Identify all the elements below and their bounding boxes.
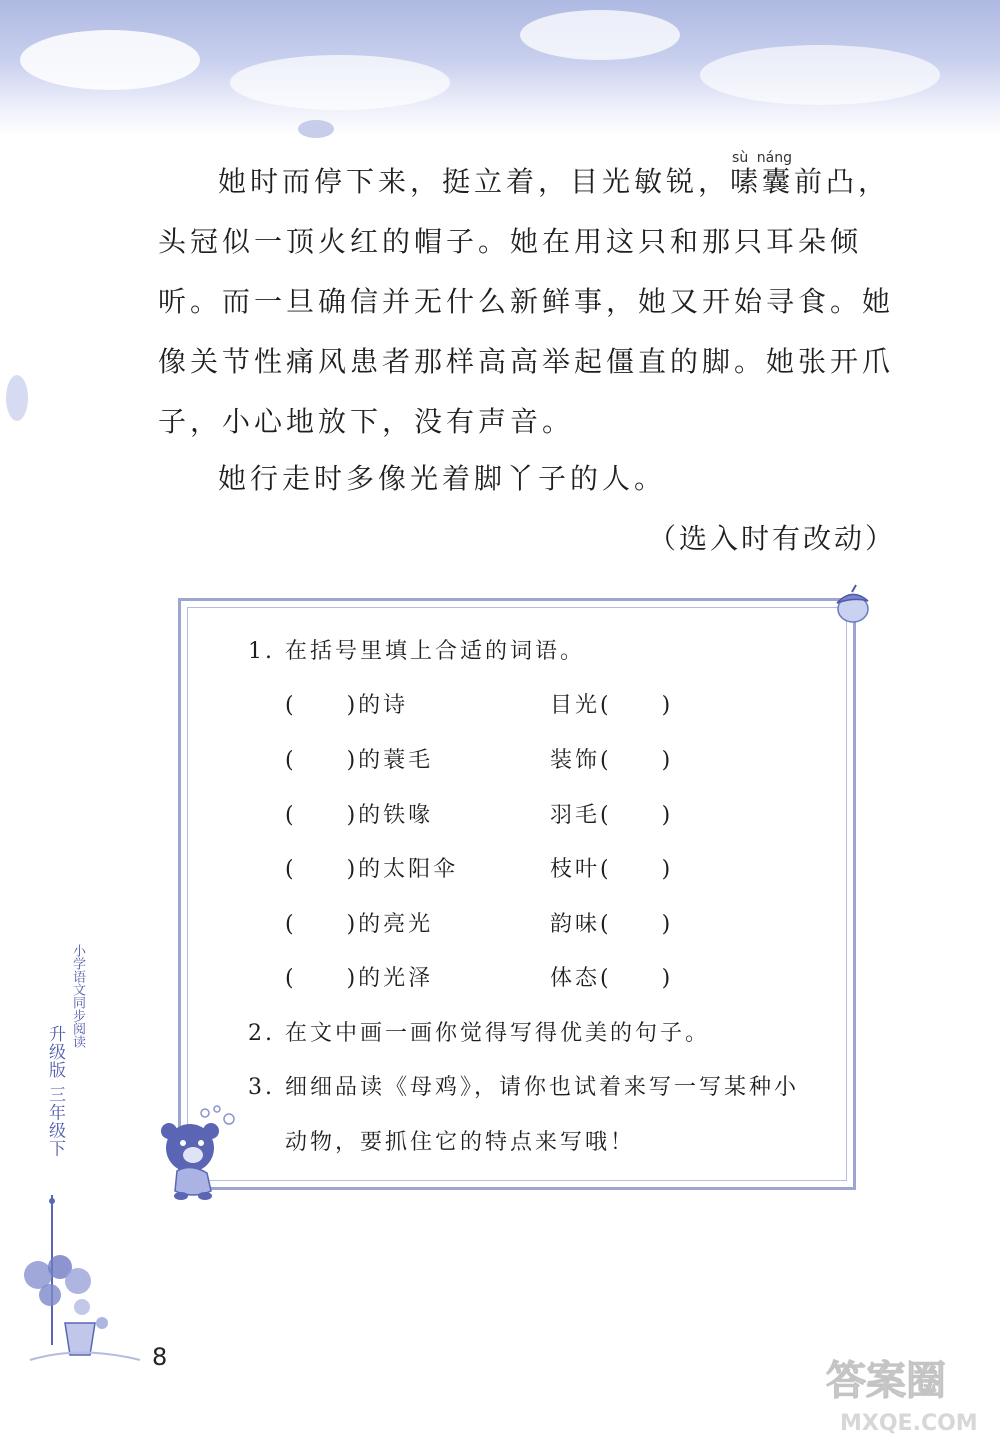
passage-paragraph-1 — [158, 151, 894, 452]
question-1: 1. 在括号里填上合适的词语。 — [248, 639, 585, 664]
fill-blank-right[interactable]: 目光( ) — [550, 693, 674, 718]
source-note: （选入时有改动） — [647, 522, 896, 555]
bear-mascot-icon — [155, 1103, 245, 1203]
ruby-base: 嗉囊 — [730, 165, 795, 198]
edition-label: 升级版 三年级下 — [45, 1025, 65, 1158]
fill-blank-left[interactable]: ( )的光泽 — [285, 966, 434, 991]
passage-text: 她时而停下来，挺立着，目光敏锐， — [218, 165, 731, 198]
fill-blank-left[interactable]: ( )的诗 — [285, 693, 409, 718]
series-title: 小学语文同步阅读 — [70, 944, 85, 1048]
passage-paragraph-2: 她行走时多像光着脚丫子的人。 — [218, 462, 667, 495]
side-decoration — [6, 375, 28, 421]
fill-blank-left[interactable]: ( )的蓑毛 — [285, 748, 434, 773]
fill-blank-left[interactable]: ( )的亮光 — [285, 912, 434, 937]
watermark-logo — [818, 1350, 993, 1436]
cloud-puff — [230, 55, 450, 110]
small-cloud — [298, 120, 334, 138]
fill-blank-right[interactable]: 枝叶( ) — [550, 857, 674, 882]
sky-cloud-banner — [0, 0, 1000, 135]
fill-blank-right[interactable]: 羽毛( ) — [550, 803, 674, 828]
fill-blank-right[interactable]: 体态( ) — [550, 966, 674, 991]
acorn-icon — [832, 583, 872, 627]
question-3: 3. 细细品读《母鸡》，请你也试着来写一写某种小 — [248, 1075, 799, 1100]
fill-blank-right[interactable]: 韵味( ) — [550, 912, 674, 937]
fill-blank-left[interactable]: ( )的太阳伞 — [285, 857, 459, 882]
question-3-continued: 动物，要抓住它的特点来写哦！ — [285, 1130, 636, 1155]
fill-blank-right[interactable]: 装饰( ) — [550, 748, 674, 773]
ruby-pinyin: sù náng — [730, 150, 795, 166]
svg-text:答案圈: 答案圈 — [826, 1358, 946, 1404]
fill-blank-left[interactable]: ( )的铁喙 — [285, 803, 434, 828]
cloud-puff — [520, 10, 680, 60]
question-2: 2. 在文中画一画你觉得写得优美的句子。 — [248, 1021, 710, 1046]
flower-pot-icon — [20, 1195, 150, 1370]
pinyin-annotation — [730, 150, 795, 198]
passage-text: 前凸，头冠似一顶火红的帽子。她在用这只和那只耳朵倾听。而一旦确信并无什么新鲜事，她又开始寻食。她像关节性痛风患者那样高高举起僵直的脚。她张开爪子，小心地放下，没有声音。 — [158, 165, 895, 438]
page-number: 8 — [152, 1343, 168, 1371]
svg-text:MXQE.COM: MXQE.COM — [840, 1411, 978, 1436]
cloud-puff — [700, 45, 940, 105]
cloud-puff — [20, 30, 200, 90]
